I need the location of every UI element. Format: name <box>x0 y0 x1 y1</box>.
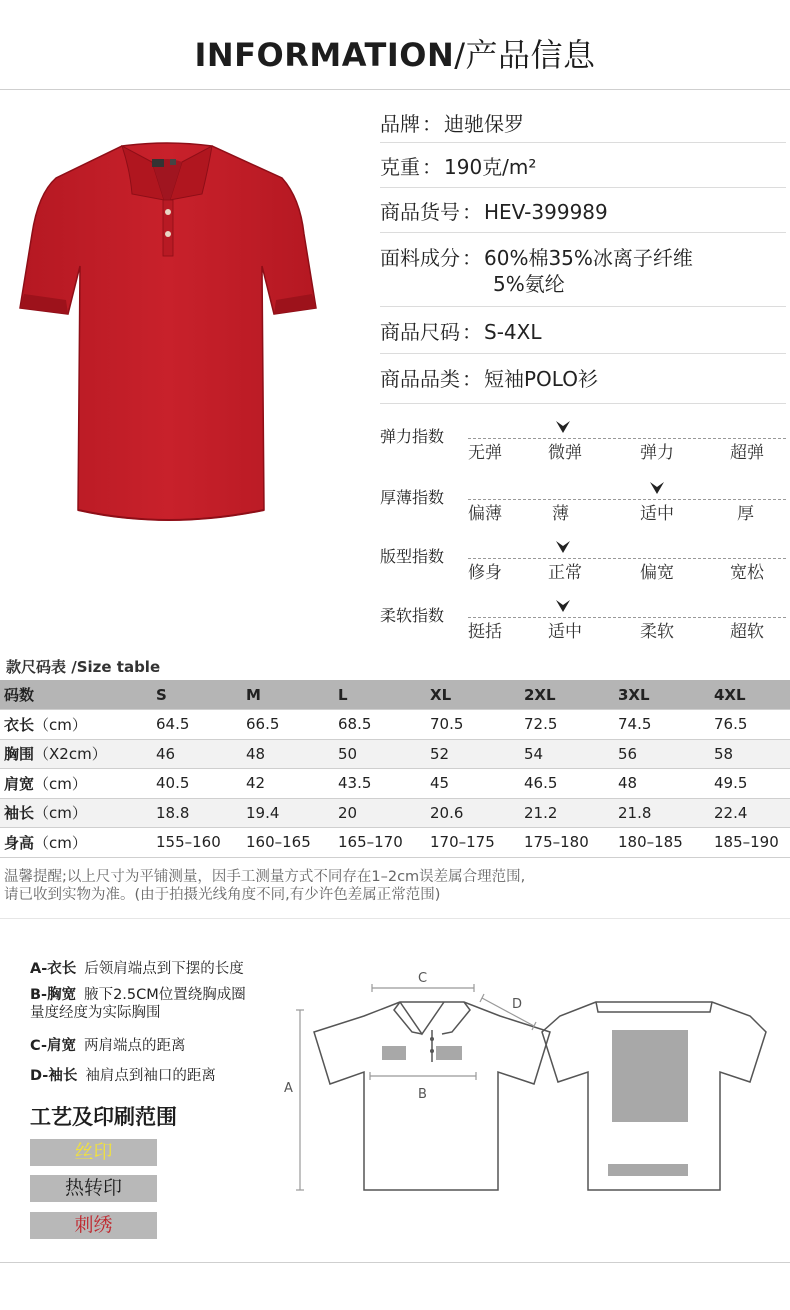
spec-size: 商品尺码 ： S-4XL <box>380 307 786 354</box>
title-divider <box>0 89 790 90</box>
row-header: 身高（cm） <box>0 828 152 858</box>
legend-shoulder: C-肩宽 两肩端点的距离 <box>30 1038 186 1054</box>
header-cell: XL <box>426 680 520 710</box>
table-cell: 170–175 <box>426 828 520 858</box>
table-cell: 48 <box>242 739 334 769</box>
elasticity-index: 弹力指数 无弹 微弹 弹力 超弹 <box>380 424 786 480</box>
craft-heat-transfer: 热转印 <box>30 1175 157 1202</box>
table-cell: 155–160 <box>152 828 242 858</box>
size-table <box>0 680 790 858</box>
table-cell: 46 <box>152 739 242 769</box>
table-cell: 72.5 <box>520 710 614 740</box>
header-cell: 3XL <box>614 680 710 710</box>
table-cell: 49.5 <box>710 769 790 799</box>
table-cell: 20.6 <box>426 798 520 828</box>
table-row <box>0 739 790 769</box>
legend-sleeve: D-袖长 袖肩点到袖口的距离 <box>30 1068 216 1084</box>
measurement-diagram <box>272 958 772 1208</box>
header-cell: 码数 <box>0 680 152 710</box>
spec-list <box>380 100 786 404</box>
table-cell: 185–190 <box>710 828 790 858</box>
title-cn: /产品信息 <box>454 36 596 74</box>
spec-weight: 克重 ： 190克/m² <box>380 143 786 188</box>
table-cell: 56 <box>614 739 710 769</box>
table-cell: 54 <box>520 739 614 769</box>
table-cell: 50 <box>334 739 426 769</box>
diagram-label-d: D <box>512 997 523 1012</box>
table-row <box>0 828 790 858</box>
spec-brand: 品牌 ： 迪驰保罗 <box>380 100 786 143</box>
craft-title: 工艺及印刷范围 <box>30 1105 177 1129</box>
table-cell: 74.5 <box>614 710 710 740</box>
spec-fabric: 面料成分 ： 60%棉35%冰离子纤维 5%氨纶 <box>380 233 786 307</box>
table-cell: 70.5 <box>426 710 520 740</box>
softness-index: 柔软指数 挺括 适中 柔软 超软 <box>380 603 786 659</box>
table-cell: 58 <box>710 739 790 769</box>
size-table-title: 款尺码表 /Size table <box>6 658 161 676</box>
table-cell: 22.4 <box>710 798 790 828</box>
table-cell: 160–165 <box>242 828 334 858</box>
craft-silkscreen: 丝印 <box>30 1139 157 1166</box>
table-cell: 165–170 <box>334 828 426 858</box>
header-cell: 4XL <box>710 680 790 710</box>
table-cell: 43.5 <box>334 769 426 799</box>
legend-length: A-衣长 后领肩端点到下摆的长度 <box>30 961 244 977</box>
polo-shirt-image <box>12 138 322 548</box>
table-cell: 21.2 <box>520 798 614 828</box>
selected-marker-icon <box>556 421 570 435</box>
table-cell: 64.5 <box>152 710 242 740</box>
craft-embroidery: 刺绣 <box>30 1212 157 1239</box>
table-cell: 180–185 <box>614 828 710 858</box>
table-cell: 48 <box>614 769 710 799</box>
legend-chest: B-胸宽 腋下2.5CM位置绕胸成圈 量度经度为实际胸围 <box>30 987 246 1021</box>
table-cell: 40.5 <box>152 769 242 799</box>
bottom-divider <box>0 1262 790 1263</box>
table-cell: 21.8 <box>614 798 710 828</box>
selected-marker-icon <box>650 482 664 496</box>
spec-item-number: 商品货号 ： HEV-399989 <box>380 188 786 233</box>
table-cell: 19.4 <box>242 798 334 828</box>
table-cell: 66.5 <box>242 710 334 740</box>
table-cell: 68.5 <box>334 710 426 740</box>
title-en: INFORMATION <box>194 36 455 74</box>
header-cell: 2XL <box>520 680 614 710</box>
row-header: 袖长（cm） <box>0 798 152 828</box>
diagram-label-a: A <box>284 1081 293 1096</box>
row-header: 衣长（cm） <box>0 710 152 740</box>
table-row <box>0 798 790 828</box>
selected-marker-icon <box>556 541 570 555</box>
page-title <box>0 30 790 76</box>
table-cell: 20 <box>334 798 426 828</box>
table-cell: 76.5 <box>710 710 790 740</box>
row-header: 胸围（X2cm） <box>0 739 152 769</box>
table-cell: 42 <box>242 769 334 799</box>
table-row <box>0 769 790 799</box>
size-table-header <box>0 680 790 710</box>
fit-index: 版型指数 修身 正常 偏宽 宽松 <box>380 544 786 600</box>
thickness-index: 厚薄指数 偏薄 薄 适中 厚 <box>380 485 786 541</box>
header-cell: L <box>334 680 426 710</box>
header-cell: M <box>242 680 334 710</box>
diagram-label-c: C <box>418 971 428 986</box>
row-header: 肩宽（cm） <box>0 769 152 799</box>
selected-marker-icon <box>556 600 570 614</box>
size-note: 温馨提醒;以上尺寸为平铺测量，因手工测量方式不同存在1–2cm误差属合理范围, 请已收到实物为准。(由于拍摄光线角度不同,有少许色差属正常范围) <box>4 869 526 903</box>
table-cell: 46.5 <box>520 769 614 799</box>
table-cell: 175–180 <box>520 828 614 858</box>
diagram-label-b: B <box>418 1087 427 1102</box>
spec-category: 商品品类 ： 短袖POLO衫 <box>380 354 786 404</box>
table-cell: 45 <box>426 769 520 799</box>
section-divider <box>0 918 790 919</box>
table-cell: 18.8 <box>152 798 242 828</box>
header-cell: S <box>152 680 242 710</box>
table-cell: 52 <box>426 739 520 769</box>
table-row <box>0 710 790 740</box>
